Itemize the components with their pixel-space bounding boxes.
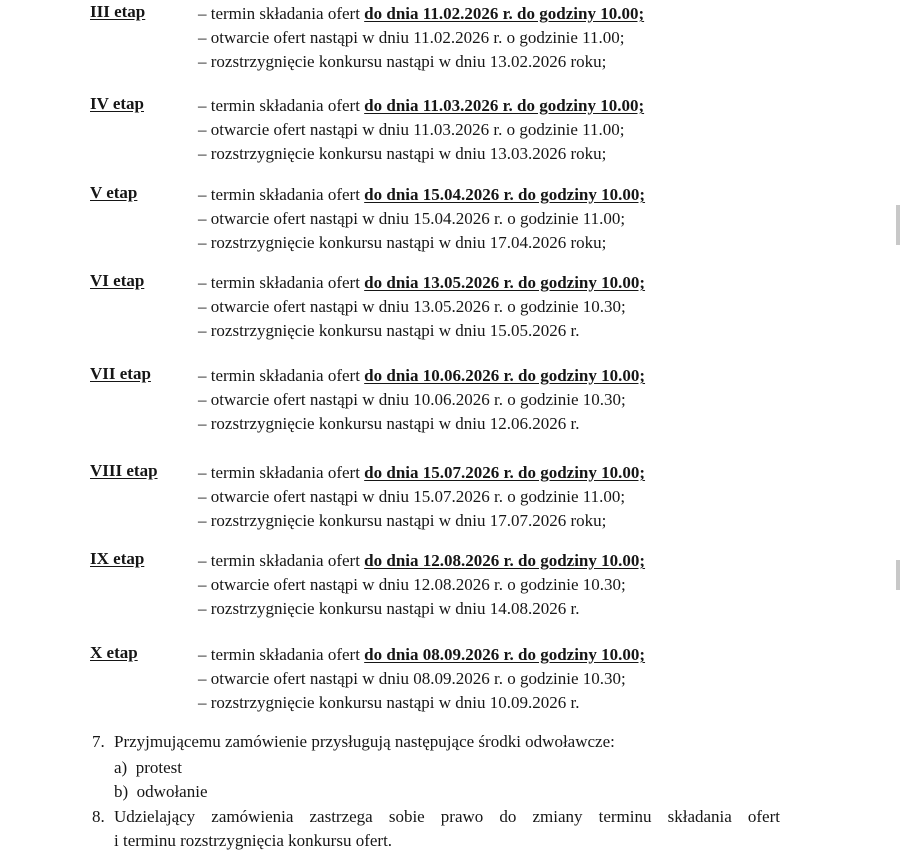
deadline-date: do dnia 15.04.2026 r. do godziny 10.00; xyxy=(364,185,646,204)
opening-line: – otwarcie ofert nastąpi w dniu 08.09.2026 r. o godzinie 10.30; xyxy=(198,669,626,688)
point-7 xyxy=(92,730,615,754)
stage-lines xyxy=(198,183,645,255)
stage-lines xyxy=(198,271,645,343)
resolution-line: – rozstrzygnięcie konkursu nastąpi w dniu 17.07.2026 roku; xyxy=(198,511,607,530)
resolution-line: – rozstrzygnięcie konkursu nastąpi w dniu 13.02.2026 roku; xyxy=(198,52,607,71)
deadline-date: do dnia 13.05.2026 r. do godziny 10.00; xyxy=(364,273,646,292)
deadline-prefix: – termin składania ofert xyxy=(198,96,365,115)
list-item xyxy=(114,756,182,780)
deadline-line xyxy=(198,2,644,26)
opening-line: – otwarcie ofert nastąpi w dniu 13.05.2026 r. o godzinie 10.30; xyxy=(198,297,626,316)
deadline-line xyxy=(198,643,645,667)
opening-line: – otwarcie ofert nastąpi w dniu 11.02.2026 r. o godzinie 11.00; xyxy=(198,28,625,47)
stage-label: X etap xyxy=(90,643,138,662)
deadline-prefix: – termin składania ofert xyxy=(198,551,365,570)
stage-label: VIII etap xyxy=(90,461,158,480)
point-8-line-1: Udzielający zamówienia zastrzega sobie prawo do zmiany terminu składania ofert xyxy=(114,807,780,826)
stage-lines xyxy=(198,643,645,715)
deadline-line xyxy=(198,461,645,485)
list-item-text: odwołanie xyxy=(136,782,208,801)
deadline-date: do dnia 12.08.2026 r. do godziny 10.00; xyxy=(364,551,646,570)
point-number: 7. xyxy=(92,732,105,751)
resolution-line: – rozstrzygnięcie konkursu nastąpi w dniu 13.03.2026 roku; xyxy=(198,144,607,163)
opening-line: – otwarcie ofert nastąpi w dniu 15.04.2026 r. o godzinie 11.00; xyxy=(198,209,626,228)
deadline-date: do dnia 10.06.2026 r. do godziny 10.00; xyxy=(364,366,646,385)
stage-lines xyxy=(198,461,645,533)
deadline-prefix: – termin składania ofert xyxy=(198,645,365,664)
deadline-prefix: – termin składania ofert xyxy=(198,185,365,204)
deadline-date: do dnia 11.02.2026 r. do godziny 10.00; xyxy=(364,4,645,23)
stage-label: IX etap xyxy=(90,549,145,568)
deadline-prefix: – termin składania ofert xyxy=(198,463,365,482)
scan-edge-mark xyxy=(896,205,900,245)
list-marker: b) xyxy=(114,782,129,801)
stage-lines xyxy=(198,94,644,166)
point-text: Przyjmującemu zamówienie przysługują następujące środki odwoławcze: xyxy=(114,732,615,751)
resolution-line: – rozstrzygnięcie konkursu nastąpi w dniu 15.05.2026 r. xyxy=(198,321,580,340)
deadline-prefix: – termin składania ofert xyxy=(198,273,365,292)
stage-label: V etap xyxy=(90,183,138,202)
point-8-number xyxy=(92,805,114,829)
deadline-prefix: – termin składania ofert xyxy=(198,366,365,385)
stage-label: III etap xyxy=(90,2,146,21)
opening-line: – otwarcie ofert nastąpi w dniu 10.06.2026 r. o godzinie 10.30; xyxy=(198,390,626,409)
scan-edge-mark xyxy=(896,560,900,590)
deadline-line xyxy=(198,549,645,573)
resolution-line: – rozstrzygnięcie konkursu nastąpi w dniu 10.09.2026 r. xyxy=(198,693,580,712)
stage-lines xyxy=(198,2,644,74)
deadline-line xyxy=(198,94,644,118)
opening-line: – otwarcie ofert nastąpi w dniu 12.08.2026 r. o godzinie 10.30; xyxy=(198,575,626,594)
deadline-line xyxy=(198,183,645,207)
opening-line: – otwarcie ofert nastąpi w dniu 15.07.2026 r. o godzinie 11.00; xyxy=(198,487,626,506)
deadline-line xyxy=(198,271,645,295)
stage-lines xyxy=(198,549,645,621)
resolution-line: – rozstrzygnięcie konkursu nastąpi w dniu 17.04.2026 roku; xyxy=(198,233,607,252)
point-8-line-2: i terminu rozstrzygnięcia konkursu ofert. xyxy=(114,831,393,850)
deadline-line xyxy=(198,364,645,388)
deadline-date: do dnia 15.07.2026 r. do godziny 10.00; xyxy=(364,463,646,482)
stage-lines xyxy=(198,364,645,436)
deadline-date: do dnia 08.09.2026 r. do godziny 10.00; xyxy=(364,645,646,664)
stage-label: VII etap xyxy=(90,364,151,383)
stage-label: IV etap xyxy=(90,94,144,113)
resolution-line: – rozstrzygnięcie konkursu nastąpi w dniu 12.06.2026 r. xyxy=(198,414,580,433)
opening-line: – otwarcie ofert nastąpi w dniu 11.03.2026 r. o godzinie 11.00; xyxy=(198,120,625,139)
deadline-prefix: – termin składania ofert xyxy=(198,4,365,23)
list-item xyxy=(114,780,208,804)
resolution-line: – rozstrzygnięcie konkursu nastąpi w dniu 14.08.2026 r. xyxy=(198,599,580,618)
list-marker: a) xyxy=(114,758,128,777)
stage-label: VI etap xyxy=(90,271,145,290)
list-item-text: protest xyxy=(135,758,182,777)
point-number: 8. xyxy=(92,807,105,826)
deadline-date: do dnia 11.03.2026 r. do godziny 10.00; xyxy=(364,96,645,115)
